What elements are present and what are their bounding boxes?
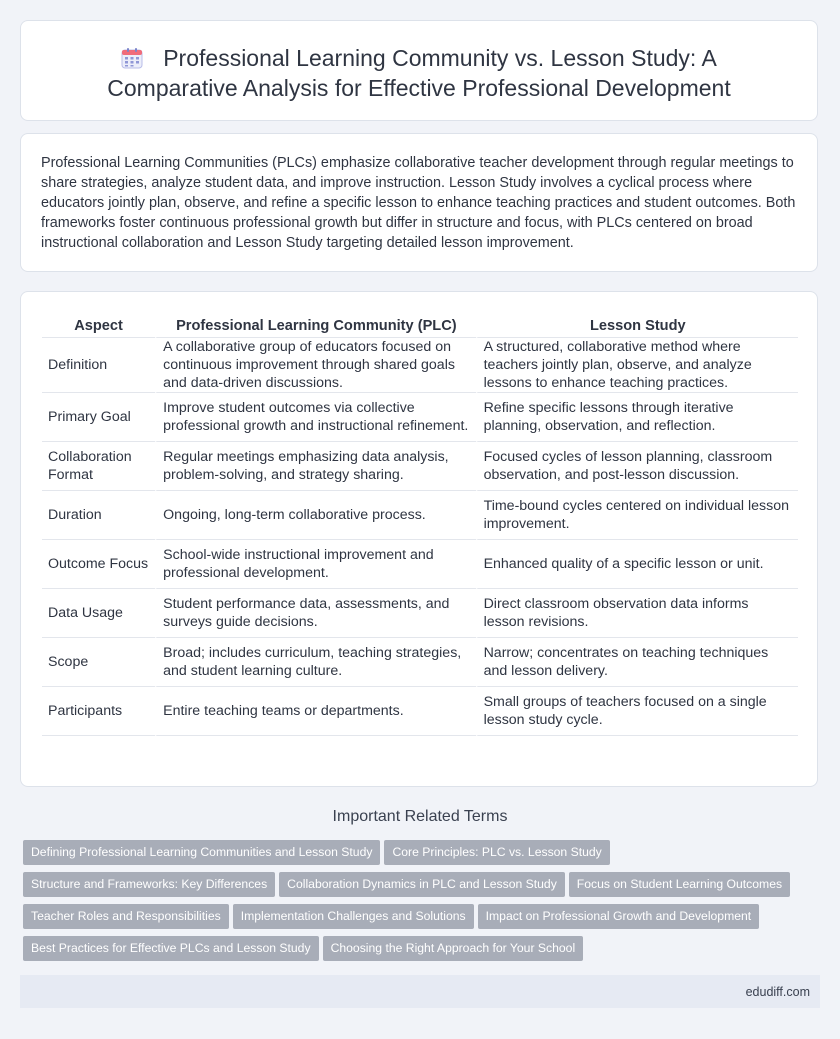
row-lesson-study-cell: Small groups of teachers focused on a single lesson study cycle. [476,687,798,736]
related-term-tag[interactable]: Best Practices for Effective PLCs and Lesson Study [23,936,319,961]
row-aspect: Outcome Focus [42,540,155,589]
table-row [42,589,798,638]
row-aspect: Participants [42,687,155,736]
row-lesson-study-cell: Focused cycles of lesson planning, classroom observation, and post-lesson discussion. [476,442,798,491]
row-plc-cell: A collaborative group of educators focused on continuous improvement through shared goals and data-driven discussions. [155,338,475,393]
header-aspect: Aspect [42,312,155,338]
row-lesson-study-cell: A structured, collaborative method where teachers jointly plan, observe, and analyze lessons to enhance teaching practices. [476,338,798,393]
row-aspect: Duration [42,491,155,540]
row-plc-cell: School-wide instructional improvement and professional development. [155,540,475,589]
row-aspect: Primary Goal [42,393,155,442]
page-title-text: Professional Learning Community vs. Lesson Study: A Comparative Analysis for Effective Professional Development [107,45,731,101]
row-plc-cell: Student performance data, assessments, and surveys guide decisions. [155,589,475,638]
row-aspect: Scope [42,638,155,687]
table-row [42,442,798,491]
intro-paragraph: Professional Learning Communities (PLCs) emphasize collaborative teacher development through regular meetings to share strategies, analyze student data, and improve instruction. Lesson Study involves a cyclical process where educators jointly plan, observe, and refine a specific lesson to enhance teaching practices and student outcomes. Both frameworks foster continuous professional growth but differ in structure and focus, with PLCs centered on broad instructional collaboration and Lesson Study targeting detailed lesson improvement. [41,155,796,251]
row-plc-cell: Regular meetings emphasizing data analysis, problem-solving, and strategy sharing. [155,442,475,491]
row-plc-cell: Broad; includes curriculum, teaching strategies, and student learning culture. [155,638,475,687]
related-term-tag[interactable]: Choosing the Right Approach for Your School [323,936,584,961]
row-lesson-study-cell: Narrow; concentrates on teaching techniques and lesson delivery. [476,638,798,687]
row-lesson-study-cell: Enhanced quality of a specific lesson or unit. [476,540,798,589]
row-plc-cell: Ongoing, long-term collaborative process. [155,491,475,540]
row-plc-cell: Entire teaching teams or departments. [155,687,475,736]
related-term-tag[interactable]: Implementation Challenges and Solutions [233,904,474,929]
related-term-tag[interactable]: Teacher Roles and Responsibilities [23,904,229,929]
row-lesson-study-cell: Refine specific lessons through iterative planning, observation, and reflection. [476,393,798,442]
table-row [42,638,798,687]
row-aspect: Data Usage [42,589,155,638]
table-header-row [42,312,798,338]
row-lesson-study-cell: Time-bound cycles centered on individual lesson improvement. [476,491,798,540]
page-title [21,21,817,103]
table-row [42,393,798,442]
related-term-tag[interactable]: Impact on Professional Growth and Development [478,904,760,929]
related-term-tag[interactable]: Collaboration Dynamics in PLC and Lesson Study [279,872,565,897]
table-row [42,338,798,393]
related-term-tag[interactable]: Structure and Frameworks: Key Differences [23,872,275,897]
row-lesson-study-cell: Direct classroom observation data informs lesson revisions. [476,589,798,638]
header-plc: Professional Learning Community (PLC) [155,312,475,338]
related-term-tag[interactable]: Focus on Student Learning Outcomes [569,872,790,897]
related-term-tag[interactable]: Defining Professional Learning Communities and Lesson Study [23,840,380,865]
footer [20,975,820,1008]
header-lesson-study: Lesson Study [476,312,798,338]
related-terms-heading: Important Related Terms [332,808,508,825]
table-row [42,687,798,736]
related-term-tag[interactable]: Core Principles: PLC vs. Lesson Study [384,840,609,865]
intro-card [20,133,818,272]
comparison-table-card [20,291,818,787]
row-plc-cell: Improve student outcomes via collective professional growth and instructional refinement. [155,393,475,442]
table-row [42,540,798,589]
footer-site-link[interactable]: edudiff.com [745,985,810,999]
row-aspect: Collaboration Format [42,442,155,491]
comparison-table [42,312,798,736]
calendar-icon [121,47,143,69]
table-row [42,491,798,540]
row-aspect: Definition [42,338,155,393]
related-terms-tags [23,840,813,968]
title-card [20,20,818,121]
